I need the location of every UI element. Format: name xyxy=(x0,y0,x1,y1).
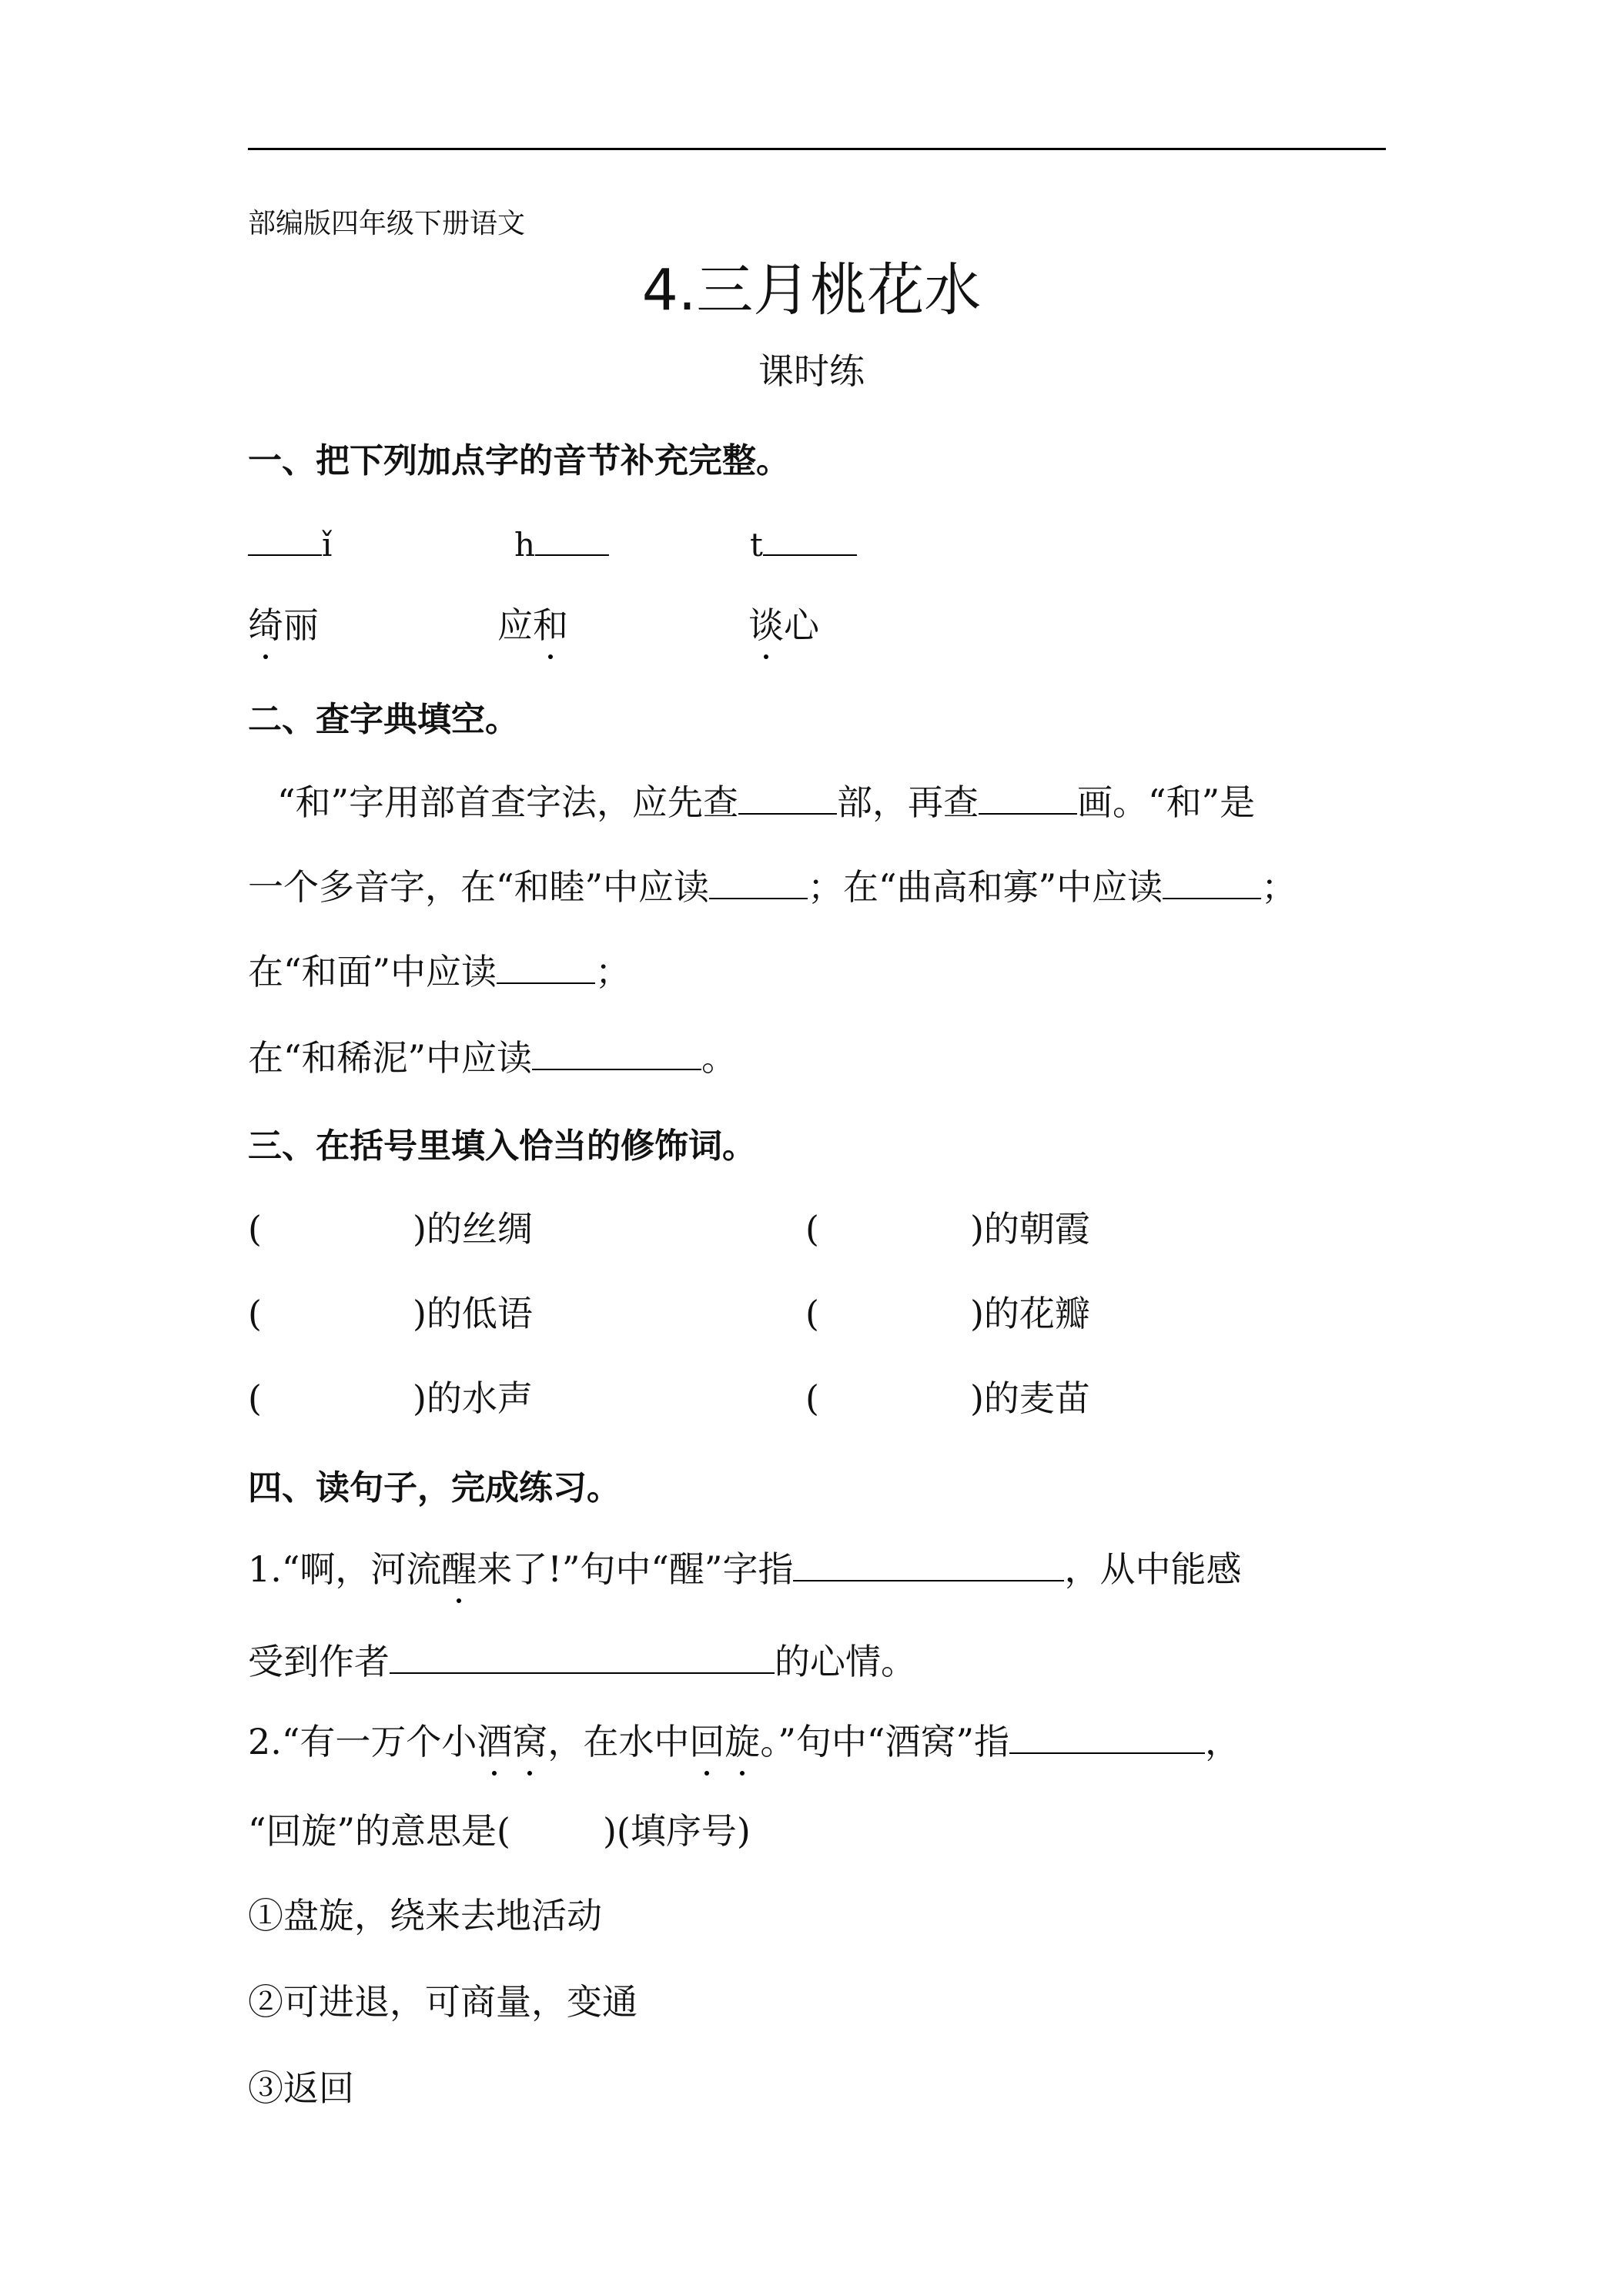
word-2: 应和 xyxy=(497,597,568,648)
pinyin-item-3: t xyxy=(750,522,857,564)
answer-blank[interactable] xyxy=(1009,1717,1205,1754)
dotted-char: 谈 xyxy=(748,597,784,648)
pinyin-blank[interactable] xyxy=(535,522,609,556)
dotted-char: 窝 xyxy=(512,1714,547,1765)
answer-blank[interactable] xyxy=(979,778,1077,815)
dotted-char: 酒 xyxy=(477,1714,512,1765)
pinyin-item-2: h xyxy=(514,522,609,564)
option-3: ③返回 xyxy=(248,2067,354,2109)
answer-blank[interactable] xyxy=(532,1033,701,1070)
word-1: 绮丽 xyxy=(248,597,319,648)
answer-blank[interactable] xyxy=(390,1637,775,1674)
answer-blank[interactable] xyxy=(793,1545,1064,1581)
answer-blank[interactable] xyxy=(709,862,808,899)
q4-sentence-1: 1.“啊，河流醒来了!”句中“醒”字指 ，从中能感 xyxy=(248,1541,1241,1592)
answer-blank[interactable] xyxy=(497,947,595,984)
page-title: 4.三月桃花水 xyxy=(641,257,982,323)
dotted-char: 绮 xyxy=(248,597,283,648)
q4-sentence-2: 2.“有一万个小酒窝，在水中回旋。”句中“酒窝”指 ， xyxy=(248,1714,1240,1765)
dotted-char: 回 xyxy=(689,1714,724,1765)
section-2-heading: 二、查字典填空。 xyxy=(248,700,519,739)
dotted-char: 旋 xyxy=(724,1714,760,1765)
option-2: ②可进退，可商量，变通 xyxy=(248,1981,637,2023)
section-3-heading: 三、在括号里填入恰当的修饰词。 xyxy=(248,1126,756,1166)
pinyin-item-1: ǐ xyxy=(248,522,332,564)
pinyin-blank[interactable] xyxy=(248,522,322,556)
header-rule xyxy=(248,148,1386,150)
word-3: 谈心 xyxy=(748,597,819,648)
q2-line-3: 在“和面”中应读 ； xyxy=(248,944,631,995)
modifier-row: ( )的低语 xyxy=(248,1293,533,1334)
modifier-row: ( )的花瓣 xyxy=(805,1293,1090,1334)
page-subtitle: 课时练 xyxy=(758,350,865,392)
dotted-char: 和 xyxy=(533,597,568,648)
answer-blank[interactable] xyxy=(738,778,837,815)
subject-label: 部编版四年级下册语文 xyxy=(248,208,526,239)
q4-sentence-1-cont: 受到作者 的心情。 xyxy=(248,1634,916,1685)
section-4-heading: 四、读句子，完成练习。 xyxy=(248,1468,621,1508)
modifier-row: ( )的丝绸 xyxy=(248,1208,533,1250)
modifier-row: ( )的麦苗 xyxy=(805,1377,1090,1419)
option-1: ①盘旋，绕来去地活动 xyxy=(248,1895,602,1936)
dotted-char: 醒 xyxy=(441,1541,477,1592)
pinyin-blank[interactable] xyxy=(763,522,857,556)
q2-line-2: 一个多音字，在“和睦”中应读 ；在“曲高和寡”中应读 ； xyxy=(248,859,1297,910)
modifier-row: ( )的朝霞 xyxy=(805,1208,1090,1250)
answer-blank[interactable] xyxy=(1163,862,1261,899)
q4-sentence-2-cont: “回旋”的意思是( )(填序号) xyxy=(248,1810,751,1852)
q2-line-1: “和”字用部首查字法，应先查 部，再查 画。“和”是 xyxy=(277,775,1255,825)
modifier-row: ( )的水声 xyxy=(248,1377,533,1419)
section-1-heading: 一、把下列加点字的音节补充完整。 xyxy=(248,441,790,480)
q2-line-4: 在“和稀泥”中应读 。 xyxy=(248,1030,737,1081)
